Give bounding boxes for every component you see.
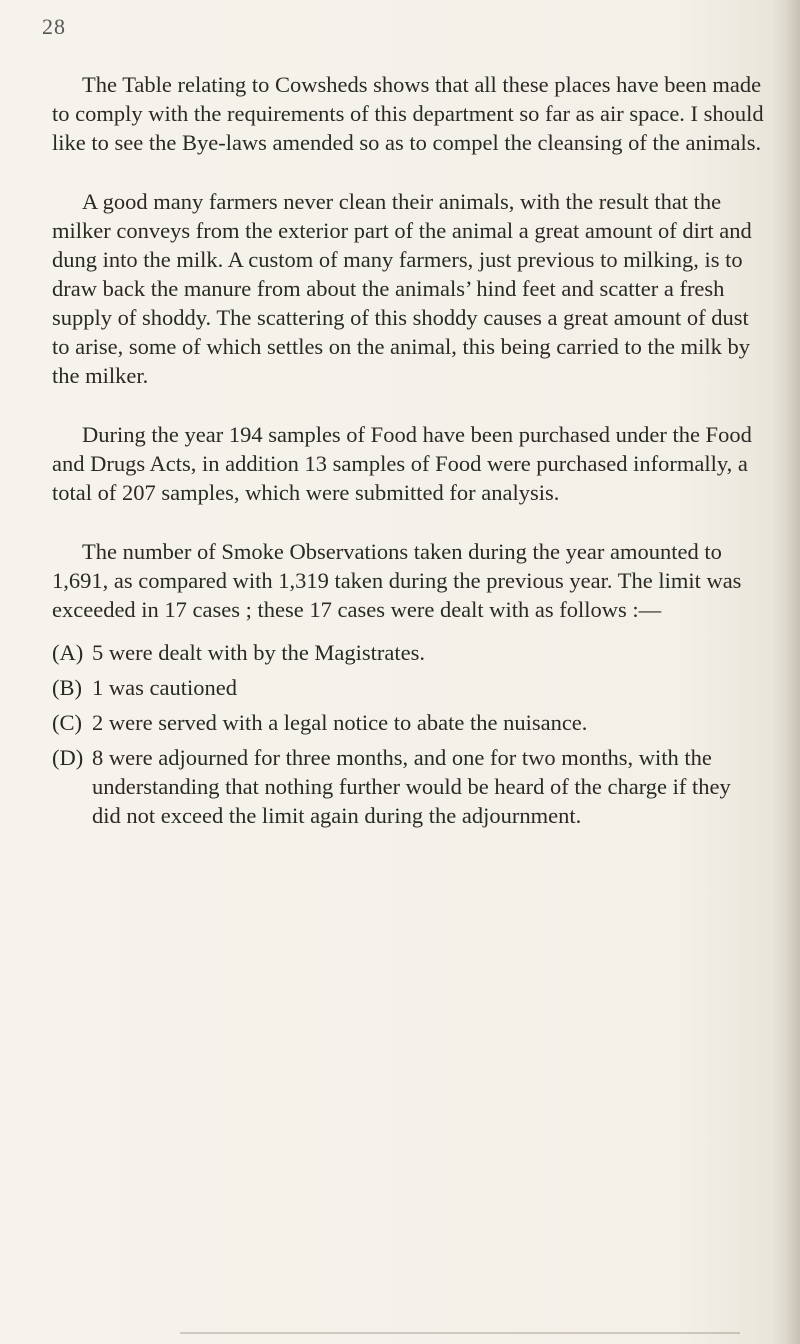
list-marker: (A): [52, 640, 84, 665]
list-item-case-a: [52, 638, 764, 667]
list-marker: (C): [52, 710, 82, 735]
list-item-case-d: [52, 743, 764, 830]
list-item-text: 5 were dealt with by the Magistrates.: [92, 640, 426, 665]
list-marker: (B): [52, 675, 82, 700]
list-item-text: 2 were served with a legal notice to abate the nuisance.: [92, 710, 588, 735]
paragraph-farmers: [52, 187, 764, 390]
paragraph-smoke: [52, 537, 764, 624]
list-item-text: 1 was cautioned: [92, 675, 237, 700]
paragraph-samples: [52, 420, 764, 507]
page-bottom-edge: [180, 1332, 740, 1334]
paragraph-samples-text: During the year 194 samples of Food have been purchased under the Food and Drugs Acts, in addition 13 samples of Food were purchased informally, a total of 207 samples, which were submitted for analysis.: [52, 422, 752, 505]
paragraph-smoke-text: The number of Smoke Observations taken during the year amounted to 1,691, as compared with 1,319 taken during the previous year. The limit was exceeded in 17 cases ; these 17 cases were dealt with as follows :—: [52, 539, 742, 622]
list-marker: (D): [52, 745, 84, 770]
page-number: 28: [42, 14, 66, 39]
cases-list: [52, 638, 764, 830]
list-item-text: 8 were adjourned for three months, and one for two months, with the understanding that nothing further would be heard of the charge if they did not exceed the limit again during the adjournment.: [92, 745, 731, 828]
list-item-case-b: [52, 673, 764, 702]
list-item-case-c: [52, 708, 764, 737]
paragraph-farmers-text: A good many farmers never clean their animals, with the result that the milker conveys from the exterior part of the animal a great amount of dirt and dung into the milk. A custom of many farmers, just previous to milking, is to draw back the manure from about the animals’ hind feet and scatter a fresh supply of shoddy. The scattering of this shoddy causes a great amount of dust to arise, some of which settles on the animal, this being carried to the milk by the milker.: [52, 189, 752, 388]
paragraph-cowsheds-text: The Table relating to Cowsheds shows that all these places have been made to comply with the requirements of this department so far as air space. I should like to see the Bye-laws amended so as to compel the cleansing of the animals.: [52, 72, 764, 155]
page-edge-shadow: [772, 0, 800, 1344]
document-body: [52, 70, 764, 836]
paragraph-cowsheds: [52, 70, 764, 157]
